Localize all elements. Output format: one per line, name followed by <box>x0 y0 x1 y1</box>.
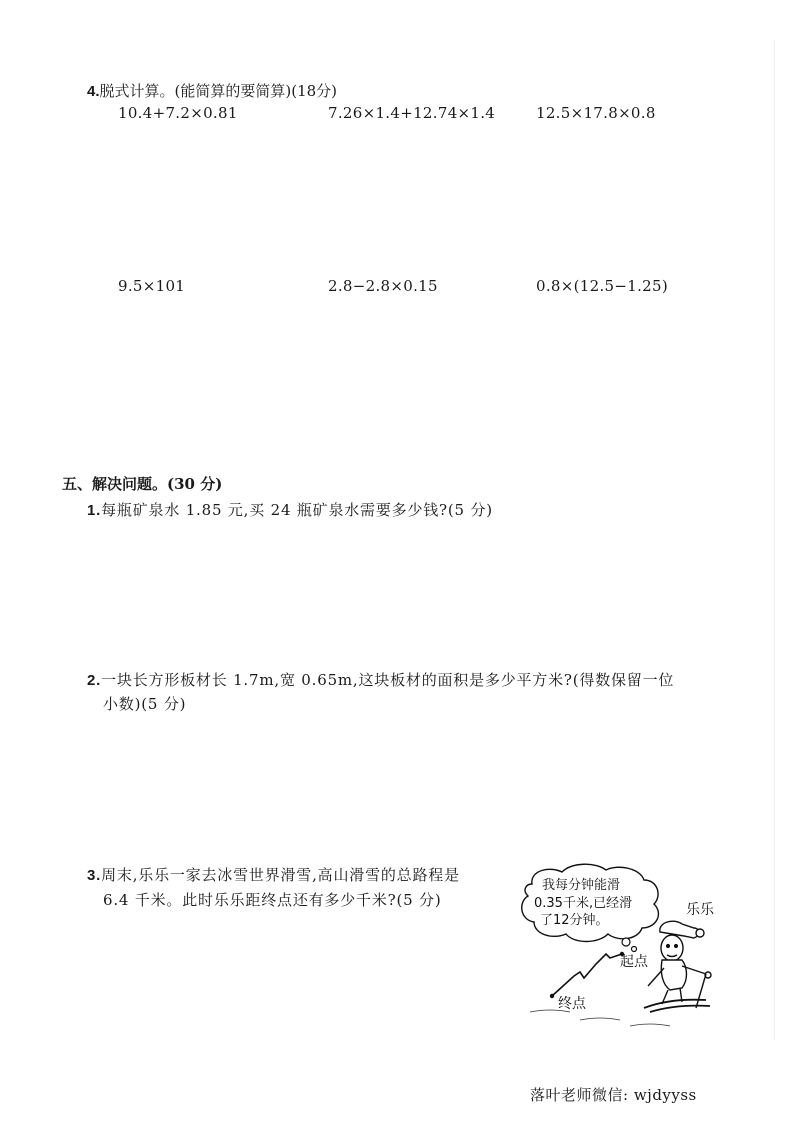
problem-1 <box>87 499 493 520</box>
problem-1-number: 1. <box>87 502 102 519</box>
expression-4: 9.5×101 <box>118 277 186 295</box>
expression-6: 0.8×(12.5−1.25) <box>536 277 668 295</box>
bubble-text-2: 0.35千米,已经滑 <box>534 896 633 911</box>
expression-2: 7.26×1.4+12.74×1.4 <box>328 104 496 122</box>
problem-2-text-1: 一块长方形板材长 1.7m,宽 0.65m,这块板材的面积是多少平方米?(得数保留一位 <box>101 671 675 689</box>
section-4-title: 脱式计算。(能简算的要简算)(18分) <box>99 82 338 100</box>
bubble-text-3: 了12分钟。 <box>540 913 609 928</box>
problem-2-text-2: 小数)(5 分) <box>103 695 187 713</box>
problem-2-number: 2. <box>87 672 102 689</box>
section-5-title: 五、解决问题。(30 分) <box>62 475 223 493</box>
end-point-dot <box>550 994 554 998</box>
section-4-number: 4. <box>87 83 100 100</box>
problem-3-text-1: 周末,乐乐一家去冰雪世界滑雪,高山滑雪的总路程是 <box>101 866 460 884</box>
thought-dot-large <box>622 938 630 946</box>
section-4-heading <box>87 80 337 101</box>
bubble-text-1: 我每分钟能滑 <box>542 878 621 893</box>
problem-3-line-1 <box>87 864 460 885</box>
end-label: 终点 <box>558 996 586 1012</box>
footer-wechat-note: 落叶老师微信: wjdyyss <box>530 1086 697 1104</box>
expression-5: 2.8−2.8×0.15 <box>328 277 438 295</box>
problem-2-line-1 <box>87 669 674 690</box>
page-edge-line <box>774 40 775 1040</box>
expression-1: 10.4+7.2×0.81 <box>118 104 238 122</box>
ski-route <box>552 954 622 996</box>
problem-3-number: 3. <box>87 867 102 884</box>
expression-3: 12.5×17.8×0.8 <box>536 104 656 122</box>
skiing-illustration <box>510 862 730 1032</box>
start-label: 起点 <box>620 954 648 970</box>
snow-strokes <box>530 1010 670 1026</box>
thought-dot-small <box>632 947 637 952</box>
skier-figure <box>644 921 711 1012</box>
problem-3-text-2: 6.4 千米。此时乐乐距终点还有多少千米?(5 分) <box>103 891 442 909</box>
problem-1-text: 每瓶矿泉水 1.85 元,买 24 瓶矿泉水需要多少钱?(5 分) <box>101 501 493 519</box>
name-label: 乐乐 <box>686 902 714 918</box>
